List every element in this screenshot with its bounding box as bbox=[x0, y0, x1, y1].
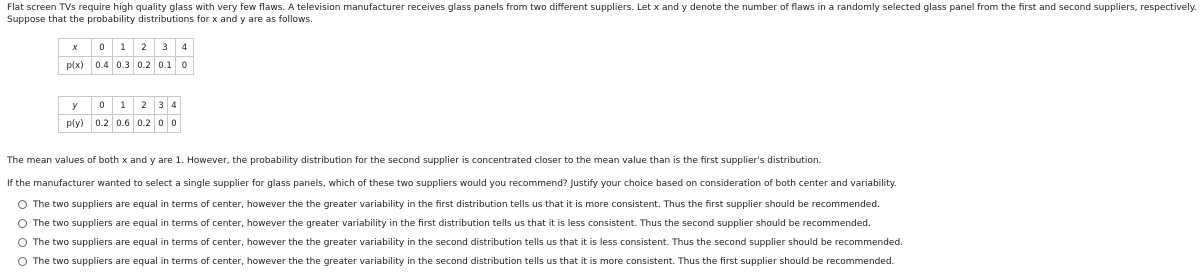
table-cell: 1 bbox=[113, 39, 134, 57]
mean-statement: The mean values of both x and y are 1. However, the probability distribution for the second supplier is concentrated closer to the mean value than is the first supplier's distribution. bbox=[7, 156, 822, 166]
table-cell: 2 bbox=[134, 97, 155, 115]
table-row-values bbox=[59, 97, 181, 115]
table-cell: 0.6 bbox=[113, 115, 134, 133]
table-cell: 4 bbox=[176, 39, 194, 57]
distribution-table-y bbox=[58, 96, 181, 133]
option-label: The two suppliers are equal in terms of center, however the the greater variability in the first distribution tells us that it is more consistent. Thus the first supplier should be recommended. bbox=[33, 199, 880, 210]
table-cell: 0 bbox=[168, 115, 181, 133]
table-cell: 0.4 bbox=[92, 57, 113, 75]
answer-options bbox=[18, 195, 903, 271]
answer-option-1[interactable] bbox=[18, 195, 903, 214]
table-header-py: p(y) bbox=[59, 115, 92, 133]
answer-option-4[interactable] bbox=[18, 252, 903, 271]
table-cell: 0.2 bbox=[134, 115, 155, 133]
option-label: The two suppliers are equal in terms of center, however the greater variability in the first distribution tells us that it is less consistent. Thus the second supplier should be recommended. bbox=[33, 218, 871, 229]
table-cell: 0 bbox=[176, 57, 194, 75]
problem-intro bbox=[7, 2, 1197, 26]
intro-line-1: Flat screen TVs require high quality glass with very few flaws. A television manufacturer receives glass panels from two different suppliers. Let x and y denote the number of flaws in a randomly selected glass panel from the first and second suppliers, respectively. bbox=[7, 3, 1197, 13]
table-cell: 4 bbox=[168, 97, 181, 115]
table-row-probs bbox=[59, 115, 181, 133]
table-cell: 3 bbox=[155, 39, 176, 57]
table-header-px: p(x) bbox=[59, 57, 92, 75]
table-cell: 0.2 bbox=[92, 115, 113, 133]
table-cell: 0 bbox=[92, 39, 113, 57]
answer-option-2[interactable] bbox=[18, 214, 903, 233]
radio-button-icon[interactable] bbox=[18, 200, 27, 209]
option-label: The two suppliers are equal in terms of center, however the the greater variability in the second distribution tells us that it is less consistent. Thus the second supplier should be recommended. bbox=[33, 237, 904, 248]
table-header-y: y bbox=[59, 97, 92, 115]
table-cell: 0.3 bbox=[113, 57, 134, 75]
table-row-values bbox=[59, 39, 194, 57]
table-row-probs bbox=[59, 57, 194, 75]
table-header-x: x bbox=[59, 39, 92, 57]
answer-option-3[interactable] bbox=[18, 233, 903, 252]
question-text: If the manufacturer wanted to select a single supplier for glass panels, which of these two suppliers would you recommend? Justify your choice based on consideration of both center and variability. bbox=[7, 179, 897, 189]
distribution-table-x bbox=[58, 38, 194, 75]
table-cell: 0.2 bbox=[134, 57, 155, 75]
table-cell: 1 bbox=[113, 97, 134, 115]
table-cell: 0 bbox=[155, 115, 168, 133]
radio-button-icon[interactable] bbox=[18, 257, 27, 266]
radio-button-icon[interactable] bbox=[18, 238, 27, 247]
table-cell: 0.1 bbox=[155, 57, 176, 75]
intro-line-2: Suppose that the probability distributions for x and y are as follows. bbox=[7, 15, 313, 25]
table-cell: 3 bbox=[155, 97, 168, 115]
option-label: The two suppliers are equal in terms of center, however the the greater variability in the second distribution tells us that it is more consistent. Thus the first supplier should be recommended. bbox=[33, 256, 895, 267]
table-cell: 2 bbox=[134, 39, 155, 57]
table-cell: 0 bbox=[92, 97, 113, 115]
radio-button-icon[interactable] bbox=[18, 219, 27, 228]
